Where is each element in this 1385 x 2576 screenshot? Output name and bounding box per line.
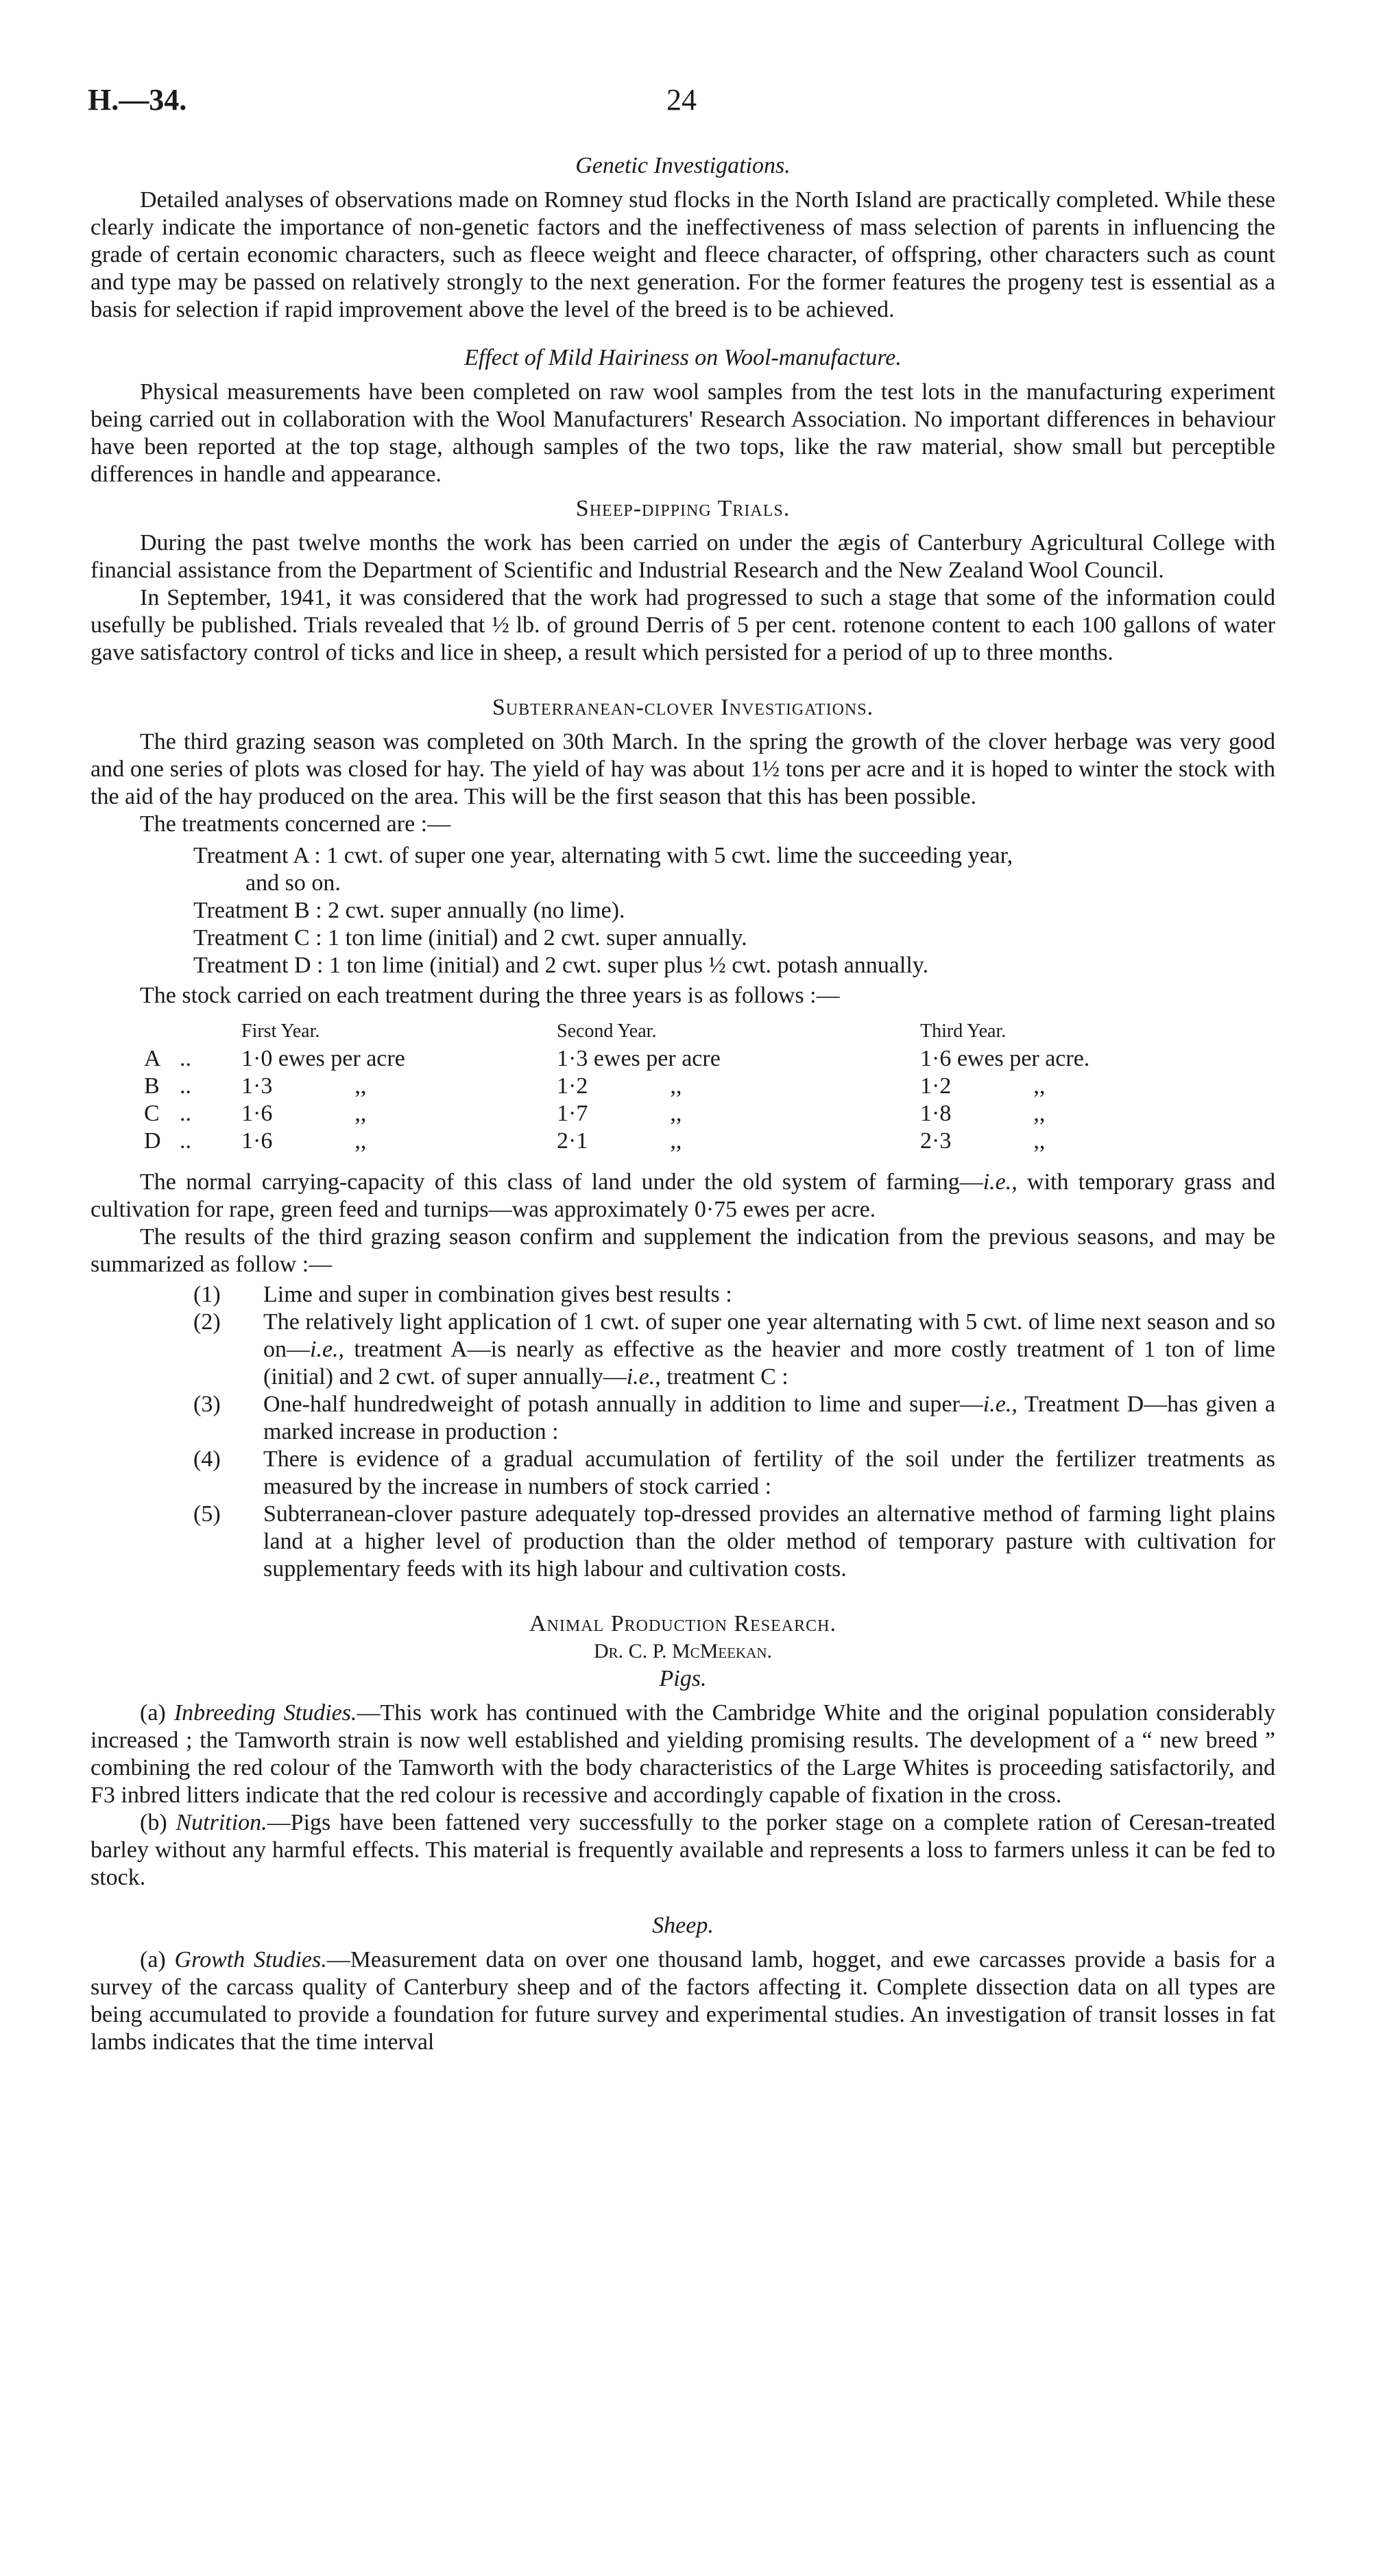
cell-third-year: 1·2 ,, — [920, 1073, 1046, 1099]
heading-pigs: Pigs. — [659, 1666, 707, 1691]
ditto-mark: ,, — [670, 1101, 682, 1126]
heading-genetic: Genetic Investigations. — [575, 153, 791, 178]
row-label: A — [144, 1046, 161, 1071]
leader-dots: .. — [180, 1101, 191, 1126]
stock-intro: The stock carried on each treatment during the three years is as follows :— — [140, 983, 840, 1008]
heading-animal-production: Animal Production Research. — [529, 1611, 836, 1636]
heading-dipping: Sheep-dipping Trials. — [575, 496, 791, 521]
list-item: (2) The relatively light application of 1 cwt. of super one year alternating with 5 cwt. of lime next season and so on—i.e., treatment A—is nearly as effective as the heavier and more costly treatment of 1 ton of lime (initial) and 2 cwt. of super annually—i.e., treatment C : — [193, 1309, 1275, 1390]
paragraph-clover-1: The third grazing season was completed on 30th March. In the spring the growth of the clover herbage was very good and one series of plots was closed for hay. The yield of hay was about 1½ tons per acre and it is hoped to winter the stock with the aid of the hay produced on the area. This will be the first season that this has been possible. — [91, 729, 1275, 809]
stock-table-header — [144, 1018, 1236, 1045]
list-item: (1) Lime and super in combination gives best results : — [193, 1282, 732, 1307]
cell-second-year: 1·7 ,, — [557, 1101, 682, 1126]
cell-first-year: 1·6 ,, — [241, 1128, 367, 1154]
heading-clover: Subterranean-clover Investigations. — [492, 695, 874, 720]
paragraph-inbreeding: (a) Inbreeding Studies.—This work has continued with the Cambridge White and the original population considerably increased ; the Tamworth strain is now well established and yielding promising results. The development of a “ new breed ” combining the red colour of the Tamworth with the body characteristics of the Large Whites is proceeding satisfactorily, and F3 inbred litters indicate that the red colour is recessive and accordingly capable of fixation in the cross. — [91, 1700, 1276, 1808]
paragraph-nutrition: (b) Nutrition.—Pigs have been fattened very successfully to the porker stage on a complete ration of Ceresan-treated barley without any harmful effects. This material is frequently available and represents a loss to farmers unless it can be fed to stock. — [91, 1810, 1275, 1890]
row-label: B — [144, 1073, 160, 1099]
treatment-d: Treatment D : 1 ton lime (initial) and 2 cwt. super plus ½ cwt. potash annually. — [193, 953, 929, 978]
treatment-b: Treatment B : 2 cwt. super annually (no lime). — [193, 898, 625, 923]
cell-third-year: 1·8 ,, — [920, 1101, 1046, 1126]
document-code: H.—34. — [88, 83, 187, 117]
table-row — [144, 1045, 1236, 1073]
col-second-year: Second Year. — [557, 1021, 657, 1042]
table-row — [144, 1128, 1236, 1155]
ditto-mark: ,, — [354, 1101, 367, 1126]
page-body — [91, 152, 1275, 2056]
col-first-year: First Year. — [241, 1021, 320, 1042]
ditto-mark: ,, — [1033, 1101, 1046, 1126]
cell-second-year: 1·2 ,, — [557, 1073, 682, 1099]
cell-first-year: 1·6 ,, — [241, 1101, 367, 1126]
ditto-mark: ,, — [1033, 1073, 1046, 1099]
treatments-intro: The treatments concerned are :— — [140, 811, 451, 837]
table-row — [144, 1073, 1236, 1100]
paragraph-hairiness: Physical measurements have been completed on raw wool samples from the test lots in the manufacturing experiment being carried out in collaboration with the Wool Manufacturers' Research Association. No important differences in behaviour have been reported at the top stage, although samples of the two tops, like the raw material, show small but perceptible differences in handle and appearance. — [91, 379, 1275, 487]
treatment-list — [91, 842, 1275, 979]
paragraph-normal-capacity: The normal carrying-capacity of this class of land under the old system of farming—i.e., with temporary grass and cultivation for rape, green feed and turnips—was approximately 0·75 ewes per acre. — [91, 1169, 1275, 1222]
paragraph-genetic: Detailed analyses of observations made on Romney stud flocks in the North Island are practically completed. While these clearly indicate the importance of non-genetic factors and the ineffectiveness of mass selection of parents in influencing the grade of certain economic characters, such as fleece weight and fleece character, of offspring, other characters such as count and type may be passed on relatively strongly to the next generation. For the former features the progeny test is essential as a basis for selection if rapid improvement above the level of the breed is to be achieved. — [91, 187, 1275, 322]
ditto-mark: ,, — [354, 1073, 367, 1099]
paragraph-results: The results of the third grazing season confirm and supplement the indication from the previous seasons, and may be summarized as follow :— — [91, 1224, 1275, 1277]
leader-dots: .. — [180, 1128, 191, 1154]
col-third-year: Third Year. — [920, 1021, 1007, 1042]
treatment-a-continued: and so on. — [245, 870, 341, 896]
heading-hairiness: Effect of Mild Hairiness on Wool-manufacture. — [464, 345, 902, 370]
treatment-c: Treatment C : 1 ton lime (initial) and 2 cwt. super annually. — [193, 925, 747, 951]
heading-sheep: Sheep. — [652, 1913, 714, 1938]
list-item: (3) One-half hundredweight of potash annually in addition to lime and super—i.e., Treatment D—has given a marked increase in production : — [193, 1392, 1275, 1444]
row-label: D — [144, 1128, 161, 1154]
paragraph-growth: (a) Growth Studies.—Measurement data on over one thousand lamb, hogget, and ewe carcasses provide a basis for a survey of the carcass quality of Canterbury sheep and of the factors affecting it. Complete dissection data on all types are being accumulated to provide a foundation for future survey and experimental studies. An investigation of transit losses in fat lambs indicates that the time interval — [91, 1947, 1275, 2055]
treatment-a: Treatment A : 1 cwt. of super one year, alternating with 5 cwt. lime the succeeding year, — [193, 843, 1013, 868]
cell-second-year: 2·1 ,, — [557, 1128, 682, 1154]
ditto-mark: ,, — [354, 1128, 367, 1154]
ditto-mark: ,, — [1033, 1128, 1046, 1154]
table-row — [144, 1100, 1236, 1128]
cell-first-year: 1·0 ewes per acre — [241, 1046, 405, 1071]
leader-dots: .. — [180, 1073, 191, 1099]
paragraph-dipping-1: During the past twelve months the work has been carried on under the ægis of Canterbury Agricultural College with financial assistance from the Department of Scientific and Industrial Research and the New Zealand Wool Council. — [91, 530, 1275, 583]
page-number: 24 — [666, 83, 697, 117]
leader-dots: .. — [180, 1046, 191, 1071]
cell-third-year: 2·3 ,, — [920, 1128, 1046, 1154]
findings-list — [91, 1281, 1275, 1583]
author-line: Dr. C. P. McMeekan. — [593, 1640, 773, 1662]
stock-table — [144, 1018, 1236, 1155]
list-item: (4) There is evidence of a gradual accumulation of fertility of the soil under the fertilizer treatments as measured by the increase in numbers of stock carried : — [193, 1446, 1275, 1499]
cell-second-year: 1·3 ewes per acre — [557, 1046, 721, 1071]
cell-third-year: 1·6 ewes per acre. — [920, 1046, 1090, 1071]
paragraph-dipping-2: In September, 1941, it was considered that the work had progressed to such a stage that some of the information could usefully be published. Trials revealed that ½ lb. of ground Derris of 5 per cent. rotenone content to each 100 gallons of water gave satisfactory control of ticks and lice in sheep, a result which persisted for a period of up to three months. — [91, 585, 1275, 665]
list-item: (5) Subterranean-clover pasture adequately top-dressed provides an alternative method of farming light plains land at a higher level of production than the older method of temporary pasture with cultivation for supplementary feeds with its high labour and cultivation costs. — [193, 1501, 1275, 1582]
cell-first-year: 1·3 ,, — [241, 1073, 367, 1099]
row-label: C — [144, 1101, 160, 1126]
ditto-mark: ,, — [670, 1128, 682, 1154]
ditto-mark: ,, — [670, 1073, 682, 1099]
